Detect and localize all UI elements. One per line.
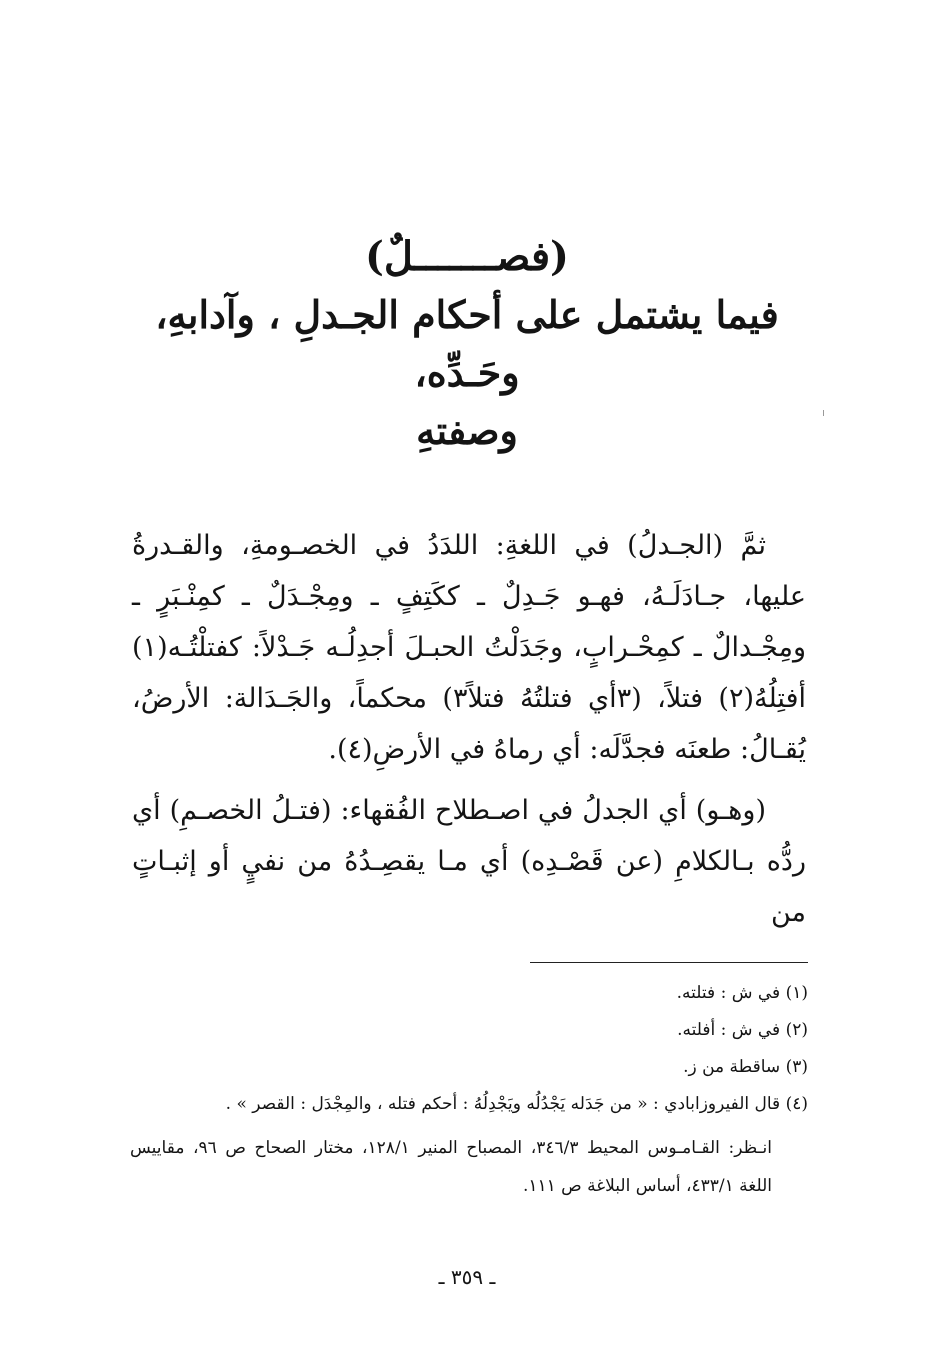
section-word: (فصـــــــلٌ): [365, 233, 569, 280]
main-text: [132, 520, 806, 938]
paragraph-1: ثمَّ (الجـدلُ) في اللغةِ: اللدَدُ في الخصـومةِ، والقـدرةُ عليها، جـادَلَـهُ، فهـو جَـدِلٌ ـ ككَتِفٍ ـ ومِجْـدَلٌ ـ كمِنْـبَرٍ ـ ومِجْـدالٌ ـ كمِحْـرابٍ، وجَدَلْتُ الحبـلَ أجدِلُـه جَـدْلاً: كفتلْتُـه(١) أفتِلُهُ(٢) فتلاً، (٣أي فتلتُهُ فتلاً٣) محكماً، والجَـدَالة: الأرضُ، يُقـالُ: طعنَه فجدَّلَه: أي رماهُ في الأرضِ(٤).: [132, 530, 806, 765]
paragraph-2: (وهـو) أي الجدلُ في اصـطلاح الفُقهاء: (فتـلُ الخصـمِ) أي ردُّه بـالكلامِ (عن قَصْـدِه) أي مـا يقصِـدُهُ من نفيٍ أو إثبـاتٍ من: [132, 795, 806, 928]
page-number: ـ ٣٥٩ ـ: [438, 1265, 496, 1289]
footnote-4: (٤) قال الفيروزابادي : « من جَدَله يَجْدُلُه ويَجْدِلُهُ : أحكم فتله ، والمِجْدَل : القصر » .: [225, 1094, 808, 1114]
footnote-1: (١) في ش : فتلته.: [676, 983, 808, 1003]
footnotes: [130, 975, 808, 1205]
footnote-divider: [530, 962, 808, 963]
footnote-2: (٢) في ش : أفلته.: [677, 1020, 808, 1040]
chapter-title-line-2: وصفتهِ: [416, 408, 518, 453]
footnote-4-continuation: انـظر: القـامـوس المحيط ٣٤٦/٣، المصباح المنير ١٢٨/١، مختار الصحاح ص ٩٦، مقاييس اللغة ٤٣٣/١، أساس البلاغة ص ١١١.: [130, 1138, 772, 1196]
chapter-title-line-1: فيما يشتمل على أحكام الجـدلِ ، وآدابهِ، وحَـدِّه،: [155, 292, 779, 395]
chapter-heading: [100, 228, 834, 460]
footnote-3: (٣) ساقطة من ز.: [683, 1057, 808, 1077]
